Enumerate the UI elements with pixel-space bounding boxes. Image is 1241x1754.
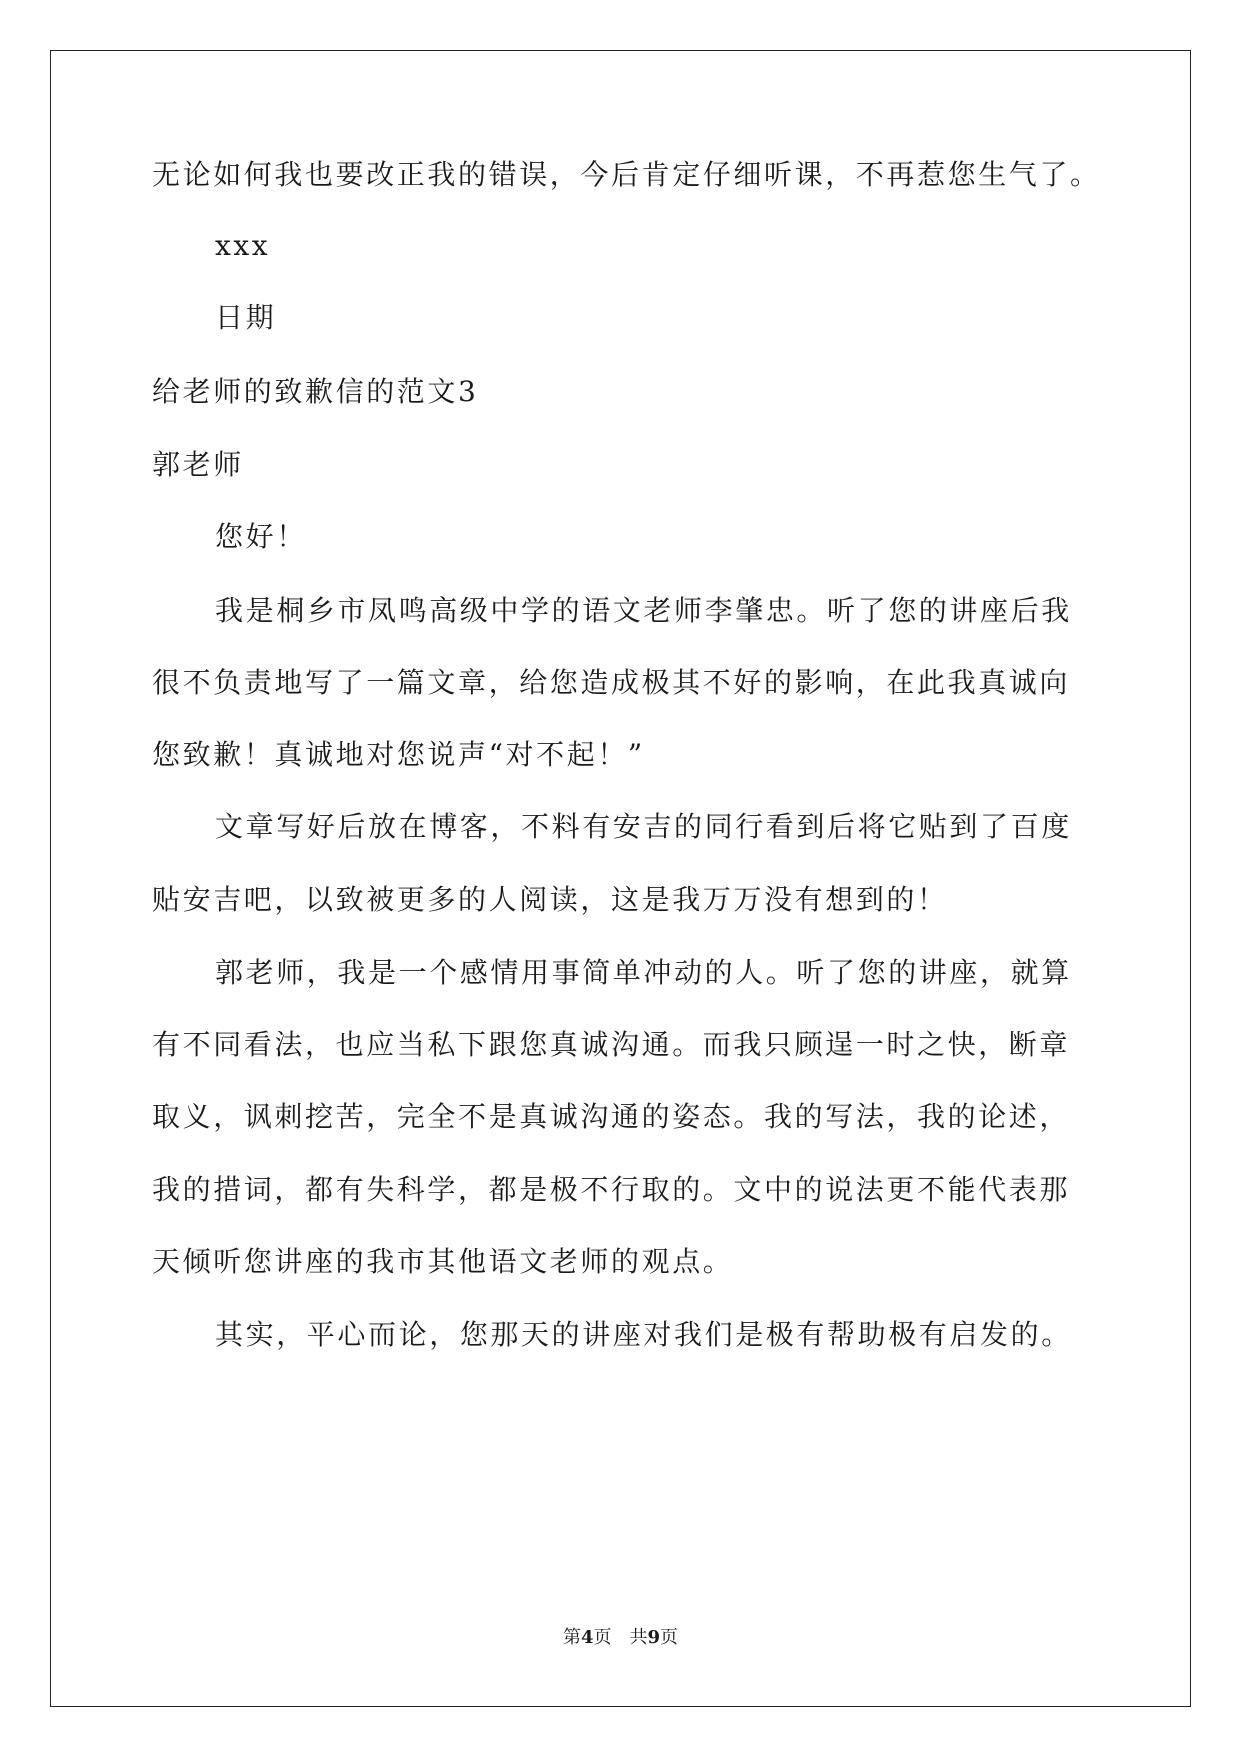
salutation: 郭老师: [152, 448, 244, 481]
signature-date: 日期: [215, 301, 277, 334]
paragraph-line: 文章写好后放在博客，不料有安吉的同行看到后将它贴到了百度: [215, 810, 1072, 843]
footer-suffix: 页: [660, 1627, 679, 1648]
greeting: 您好！: [215, 520, 307, 553]
paragraph-line: 其实，平心而论，您那天的讲座对我们是极有帮助极有启发的。: [215, 1318, 1072, 1351]
paragraph-line: 郭老师，我是一个感情用事简单冲动的人。听了您的讲座，就算: [215, 956, 1072, 989]
section-heading: 给老师的致歉信的范文3: [152, 375, 479, 408]
paragraph-line: 很不负责地写了一篇文章，给您造成极其不好的影响，在此我真诚向: [152, 666, 1071, 699]
total-page-number: 9: [647, 1627, 661, 1648]
signature-name: xxx: [215, 229, 271, 262]
paragraph-line: 我是桐乡市凤鸣高级中学的语文老师李肇忠。听了您的讲座后我: [215, 594, 1072, 627]
paragraph-line: 无论如何我也要改正我的错误，今后肯定仔细听课，不再惹您生气了。: [152, 158, 1101, 191]
footer-middle: 页 共: [593, 1627, 648, 1648]
footer-prefix: 第: [562, 1627, 581, 1648]
paragraph-line: 天倾听您讲座的我市其他语文老师的观点。: [152, 1245, 734, 1278]
page-border: [50, 50, 1191, 1707]
page-footer: [0, 1629, 1241, 1647]
paragraph-line: 取义，讽刺挖苦，完全不是真诚沟通的姿态。我的写法，我的论述，: [152, 1100, 1071, 1133]
paragraph-line: 我的措词，都有失科学，都是极不行取的。文中的说法更不能代表那: [152, 1173, 1071, 1206]
paragraph-line: 贴安吉吧，以致被更多的人阅读，这是我万万没有想到的！: [152, 883, 948, 916]
paragraph-line: 您致歉！真诚地对您说声“对不起！”: [152, 738, 645, 771]
current-page-number: 4: [580, 1627, 594, 1648]
paragraph-line: 有不同看法，也应当私下跟您真诚沟通。而我只顾逞一时之快，断章: [152, 1028, 1071, 1061]
